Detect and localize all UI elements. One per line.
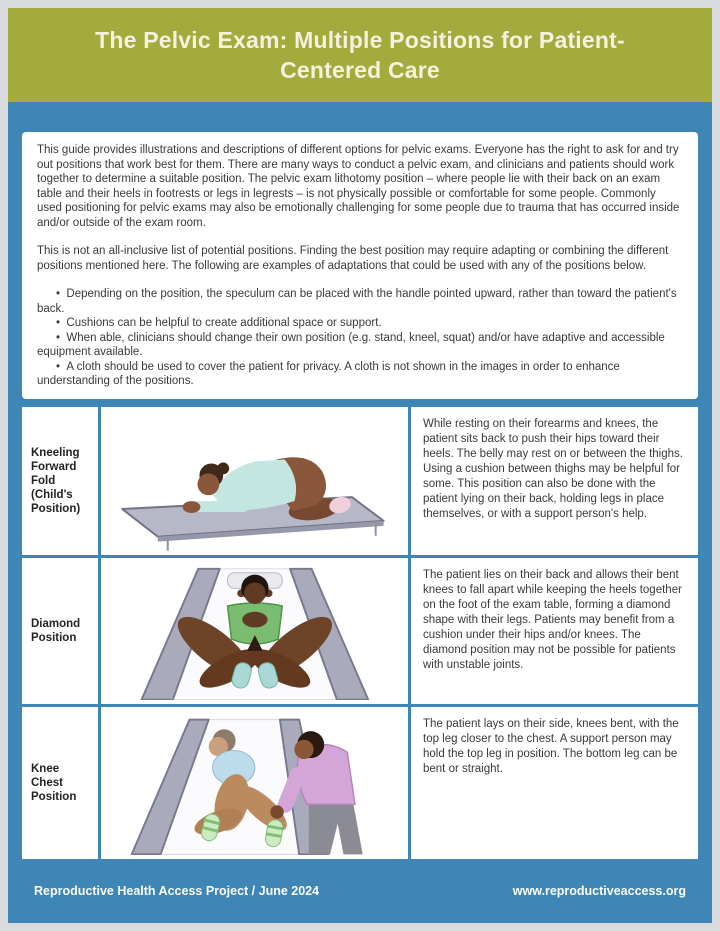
footer-org-date: Reproductive Health Access Project / June 2024 [34, 883, 320, 898]
position-description: The patient lays on their side, knees bent, with the top leg closer to the chest. A support person may hold the top leg in position. The bottom leg can be bent or straight. [411, 707, 698, 859]
position-name-kneeling-forward-fold: Kneeling Forward Fold (Child's Position) [22, 407, 98, 555]
intro-paragraph-1: This guide provides illustrations and descriptions of different options for pelvic exams. Everyone has the right to ask for and try out positions that work best for them. There are many ways to conduct a pelvic exam, and clinicians and patients should work together to determine a suitable position. The pelvic exam lithotomy position – where people lie with their back on an exam table and their heels in footrests or legs in legrests – is not physically possible or comfortable for some people. Commonly used positioning for pelvic exams may also be emotionally challenging for some people due to trauma that has occurred inside and/or outside of the exam room. [37, 144, 680, 229]
diamond-position-illustration [106, 561, 404, 700]
position-name-knee-chest: Knee Chest Position [22, 707, 98, 859]
document-page [8, 8, 712, 923]
footer-bar [8, 859, 712, 924]
title-banner [8, 8, 712, 102]
knee-chest-position-illustration [106, 710, 404, 854]
bullet-item: • A cloth should be used to cover the patient for privacy. A cloth is not shown in the images in order to enhance understanding of the positions. [37, 360, 683, 389]
table-cell-illustration [101, 558, 408, 704]
position-description: The patient lies on their back and allows their bent knees to fall apart while keeping the heels together on the foot of the exam table, forming a diamond shape with their legs. Patients may benefit from a cushion under their hips and/or knees. The diamond position may not be possible for patients with unstable joints. [411, 558, 698, 704]
positions-table [22, 407, 698, 859]
footer-url: www.reproductiveaccess.org [512, 883, 686, 898]
table-cell-illustration [101, 707, 408, 859]
intro-paragraph-2: This is not an all-inclusive list of potential positions. Finding the best position may require adapting or combining the different positions mentioned here. The following are examples of adaptations that could be used with any of the positions below. [37, 245, 669, 272]
kneeling-forward-fold-illustration [106, 410, 404, 551]
intro-text-box [22, 132, 698, 399]
position-description: While resting on their forearms and knees, the patient sits back to push their hips toward their heels. The belly may rest on or between the thighs. Using a cushion between thighs may be helpful for some. This position can also be done with the patient lying on their back, holding legs in place themselves, or with a support person's help. [411, 407, 698, 555]
table-cell-illustration [101, 407, 408, 555]
bullet-item: • Depending on the position, the speculum can be placed with the handle pointed upward, rather than toward the patient's back. [37, 287, 683, 316]
position-name-diamond: Diamond Position [22, 558, 98, 704]
bullet-item: • Cushions can be helpful to create additional space or support. [37, 316, 683, 331]
page-title: The Pelvic Exam: Multiple Positions for Patient-Centered Care [95, 27, 625, 83]
bullet-item: • When able, clinicians should change their own position (e.g. stand, kneel, squat) and/or have adaptive and accessible equipment available. [37, 331, 683, 360]
